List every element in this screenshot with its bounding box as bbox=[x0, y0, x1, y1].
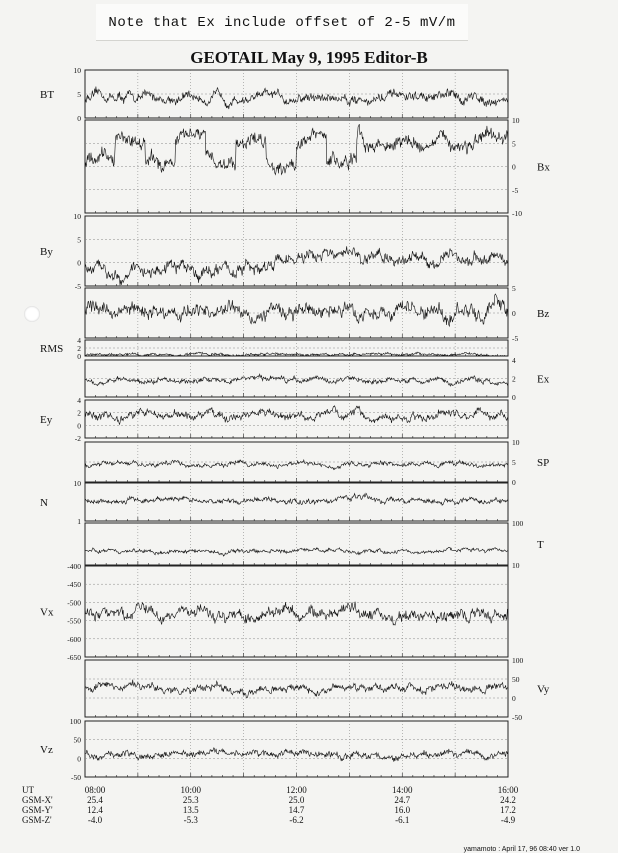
orbit-value: 25.0 bbox=[288, 795, 305, 805]
offset-note: Note that Ex include offset of 2-5 mV/m bbox=[96, 4, 468, 41]
y-tick-label: 10 bbox=[73, 212, 81, 221]
orbit-value: 24.2 bbox=[500, 795, 516, 805]
orbit-value: 14:00 bbox=[391, 785, 413, 795]
y-tick-label: 5 bbox=[512, 139, 516, 149]
panel-label-bt: BT bbox=[40, 89, 55, 101]
orbit-value: 08:00 bbox=[84, 785, 106, 795]
panel-label-vz: Vz bbox=[40, 744, 53, 756]
orbit-value: -4.0 bbox=[87, 815, 103, 825]
panel-label-vx: Vx bbox=[40, 606, 54, 619]
panel-label-bx: Bx bbox=[537, 161, 550, 174]
y-tick-label: -5 bbox=[512, 185, 519, 195]
orbit-value: -5.3 bbox=[183, 815, 198, 825]
orbit-value: 25.4 bbox=[87, 795, 103, 805]
y-tick-label: -550 bbox=[67, 616, 81, 626]
y-tick-label: 10 bbox=[512, 116, 520, 125]
y-tick-label: 5 bbox=[512, 458, 516, 467]
panel-label-vy: Vy bbox=[537, 683, 550, 696]
orbit-value: -6.2 bbox=[289, 815, 304, 825]
panel-label-sp: SP bbox=[537, 457, 550, 469]
y-tick-label: 1 bbox=[77, 517, 81, 526]
panel-label-rms: RMS bbox=[40, 343, 64, 355]
y-tick-label: 0 bbox=[77, 114, 81, 123]
y-tick-label: 5 bbox=[77, 90, 81, 99]
orbit-value: -4.9 bbox=[500, 815, 516, 825]
y-tick-label: 0 bbox=[77, 352, 81, 361]
y-tick-label: 5 bbox=[77, 235, 81, 245]
y-tick-label: 4 bbox=[77, 336, 81, 345]
y-tick-label: 2 bbox=[512, 374, 516, 384]
y-tick-label: 0 bbox=[77, 754, 81, 764]
orbit-value: 12.4 bbox=[87, 805, 103, 815]
y-tick-label: -5 bbox=[74, 282, 81, 291]
orbit-row-label: GSM-Z' bbox=[22, 815, 52, 825]
y-tick-label: 0 bbox=[512, 694, 516, 703]
y-tick-label: -650 bbox=[67, 653, 81, 662]
orbit-value: 12:00 bbox=[286, 785, 307, 795]
y-tick-label: -50 bbox=[71, 773, 81, 782]
orbit-row-label: GSM-Y' bbox=[22, 805, 53, 815]
orbit-row-label: UT bbox=[22, 785, 34, 795]
panel-label-n: N bbox=[40, 497, 48, 509]
y-tick-label: 100 bbox=[512, 656, 524, 665]
y-tick-label: -2 bbox=[74, 434, 81, 443]
y-tick-label: 0 bbox=[512, 393, 516, 402]
y-tick-label: -10 bbox=[512, 209, 522, 218]
y-tick-label: -5 bbox=[512, 334, 519, 343]
y-tick-label: 0 bbox=[512, 162, 516, 172]
orbit-value: 13.5 bbox=[182, 805, 199, 815]
panel-frame-by bbox=[85, 216, 508, 286]
orbit-value: 25.3 bbox=[182, 795, 199, 805]
footer-credit: yamamoto : April 17, 96 08:40 ver 1.0 bbox=[463, 846, 580, 853]
y-tick-label: -600 bbox=[67, 634, 81, 644]
panel-label-ey: Ey bbox=[40, 414, 53, 426]
orbit-value: 10:00 bbox=[180, 785, 202, 795]
orbit-value: -6.1 bbox=[395, 815, 410, 825]
panel-label-ex: Ex bbox=[537, 373, 550, 386]
series-line-t bbox=[85, 547, 508, 556]
y-tick-label: 10 bbox=[73, 479, 81, 488]
orbit-value: 17.2 bbox=[500, 805, 516, 815]
orbit-value: 16.0 bbox=[394, 805, 411, 815]
orbit-value: 24.7 bbox=[394, 795, 411, 805]
orbit-value: 14.7 bbox=[288, 805, 305, 815]
y-tick-label: 0 bbox=[512, 309, 516, 318]
y-tick-label: 50 bbox=[512, 675, 520, 684]
panel-label-t: T bbox=[537, 539, 544, 551]
panel-label-bz: Bz bbox=[537, 308, 550, 320]
y-tick-label: -50 bbox=[512, 713, 522, 722]
y-tick-label: 50 bbox=[73, 735, 81, 745]
orbit-value: 16:00 bbox=[497, 785, 519, 795]
y-tick-label: 10 bbox=[512, 561, 520, 570]
y-tick-label: 0 bbox=[512, 478, 516, 487]
y-tick-label: 100 bbox=[69, 717, 81, 726]
series-line-sp bbox=[85, 460, 508, 469]
y-tick-label: 10 bbox=[512, 438, 520, 447]
orbit-row-label: GSM-X' bbox=[22, 795, 53, 805]
series-line-bx bbox=[85, 124, 508, 175]
y-tick-label: -400 bbox=[67, 562, 81, 571]
y-tick-label: 10 bbox=[73, 66, 81, 75]
y-tick-label: 2 bbox=[77, 408, 81, 418]
y-tick-label: 4 bbox=[512, 356, 516, 365]
series-line-vy bbox=[85, 680, 508, 698]
y-tick-label: -450 bbox=[67, 580, 81, 590]
y-tick-label: 0 bbox=[77, 421, 81, 431]
y-tick-label: 4 bbox=[77, 396, 81, 405]
y-tick-label: 0 bbox=[77, 258, 81, 268]
y-tick-label: -500 bbox=[67, 598, 81, 608]
panel-frame-bx bbox=[85, 120, 508, 213]
chart-title: GEOTAIL May 9, 1995 Editor-B bbox=[190, 48, 428, 67]
panel-label-by: By bbox=[40, 246, 53, 258]
y-tick-label: 5 bbox=[512, 284, 516, 293]
y-tick-label: 100 bbox=[512, 519, 524, 528]
y-tick-label: 2 bbox=[77, 344, 81, 353]
